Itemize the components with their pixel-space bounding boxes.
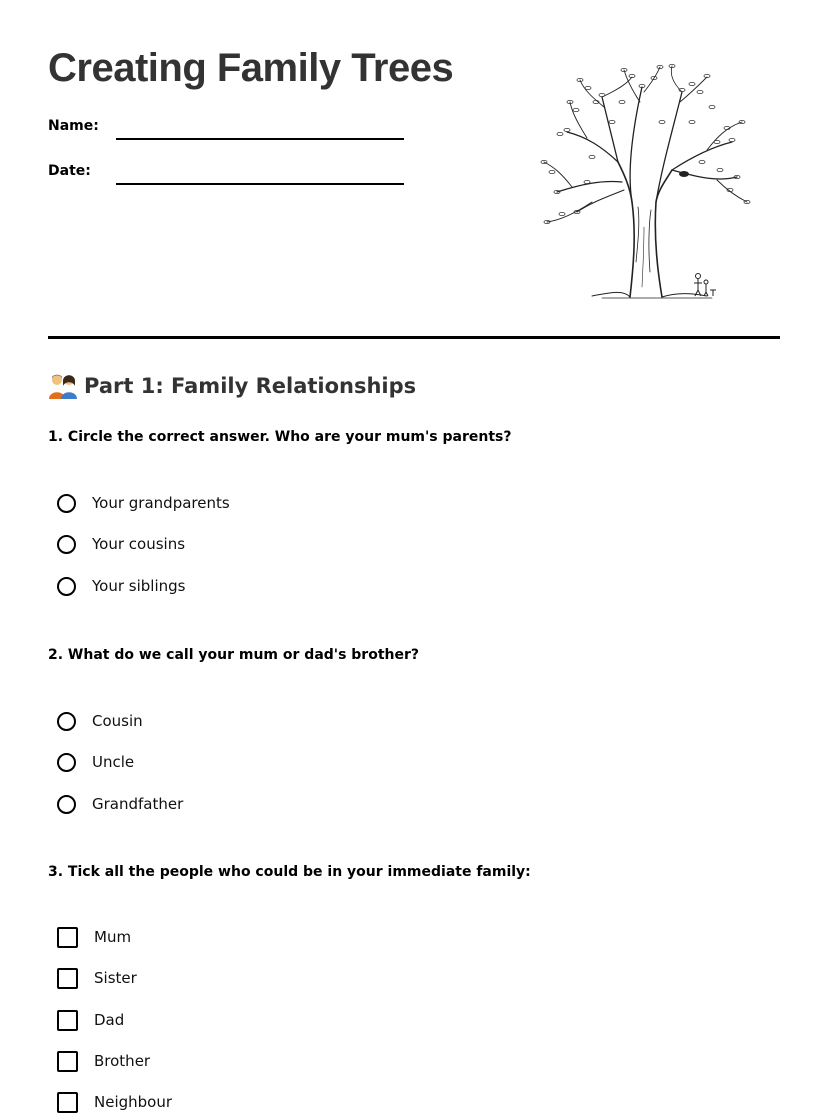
option-label: Brother — [94, 1052, 151, 1070]
q1-option-3[interactable] — [57, 574, 185, 598]
radio-button[interactable] — [57, 712, 76, 731]
checkbox[interactable] — [57, 1092, 78, 1113]
option-label: Cousin — [92, 712, 143, 730]
question-2: 2. What do we call your mum or dad's brother? — [48, 647, 419, 663]
name-field-line[interactable] — [116, 138, 404, 140]
option-label: Mum — [94, 928, 132, 946]
question-1: 1. Circle the correct answer. Who are your mum's parents? — [48, 429, 512, 445]
q2-option-2[interactable] — [57, 750, 134, 774]
q3-option-2[interactable] — [57, 966, 137, 990]
q2-option-3[interactable] — [57, 792, 183, 816]
date-field-line[interactable] — [116, 183, 404, 185]
q1-option-2[interactable] — [57, 532, 185, 556]
section-divider — [48, 336, 780, 339]
checkbox[interactable] — [57, 968, 78, 989]
checkbox[interactable] — [57, 927, 78, 948]
page-title: Creating Family Trees — [48, 46, 454, 90]
option-label: Uncle — [92, 753, 135, 771]
question-3: 3. Tick all the people who could be in your immediate family: — [48, 864, 531, 880]
radio-button[interactable] — [57, 753, 76, 772]
q3-option-5[interactable] — [57, 1090, 172, 1114]
q2-option-1[interactable] — [57, 709, 143, 733]
option-label: Your grandparents — [92, 494, 230, 512]
option-label: Sister — [94, 969, 137, 987]
checkbox[interactable] — [57, 1010, 78, 1031]
radio-button[interactable] — [57, 577, 76, 596]
family-icon — [48, 372, 78, 400]
q3-option-1[interactable] — [57, 925, 131, 949]
date-label: Date: — [48, 163, 91, 179]
q1-option-1[interactable] — [57, 491, 230, 515]
name-label: Name: — [48, 118, 99, 134]
checkbox[interactable] — [57, 1051, 78, 1072]
radio-button[interactable] — [57, 795, 76, 814]
radio-button[interactable] — [57, 494, 76, 513]
option-label: Dad — [94, 1011, 125, 1029]
radio-button[interactable] — [57, 535, 76, 554]
part1-title: Part 1: Family Relationships — [84, 374, 417, 398]
q3-option-3[interactable] — [57, 1008, 124, 1032]
q3-option-4[interactable] — [57, 1049, 150, 1073]
option-label: Neighbour — [94, 1093, 173, 1111]
option-label: Your cousins — [92, 535, 186, 553]
part1-heading — [48, 372, 416, 400]
option-label: Grandfather — [92, 795, 184, 813]
tree-illustration — [532, 62, 757, 302]
option-label: Your siblings — [92, 577, 186, 595]
